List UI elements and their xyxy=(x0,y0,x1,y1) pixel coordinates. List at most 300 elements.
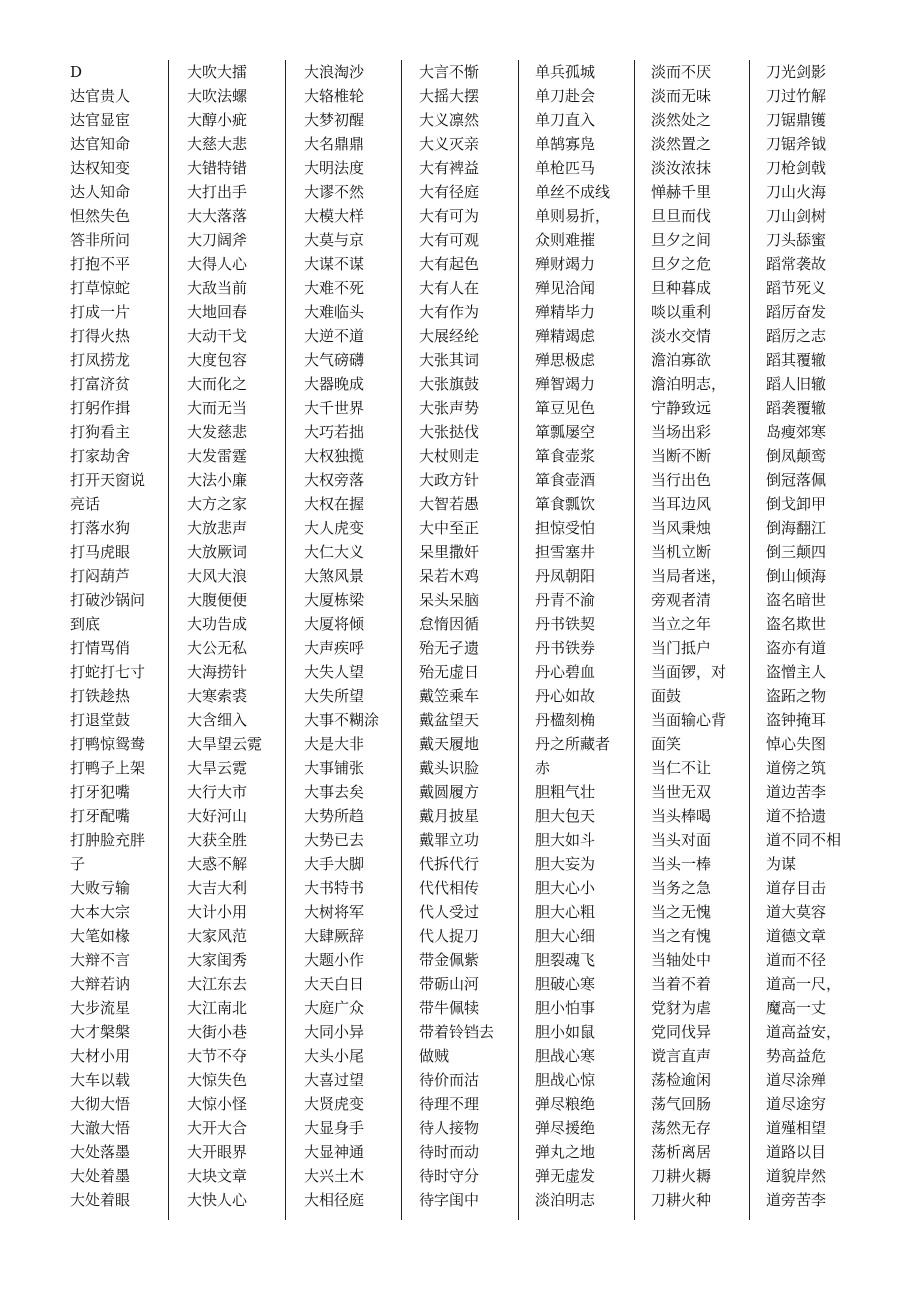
idiom-entry: 打得火热 xyxy=(70,327,131,345)
idiom-entry: 打富济贫 xyxy=(70,375,131,393)
idiom-entry: 大快人心 xyxy=(187,1191,248,1209)
idiom-entry: 弹丸之地 xyxy=(535,1143,596,1161)
idiom-entry: 大浪淘沙 xyxy=(304,63,365,81)
idiom-entry: 殚精竭虑 xyxy=(535,327,596,345)
idiom-entry: 担惊受怕 xyxy=(535,519,596,537)
idiom-entry: 魔高一丈 xyxy=(766,999,827,1017)
idiom-column-2 xyxy=(168,60,285,1220)
idiom-entry: 打草惊蛇 xyxy=(70,279,131,297)
idiom-entry: 道存目击 xyxy=(766,879,827,897)
idiom-entry: 打鸭惊鸳鸯 xyxy=(70,735,146,753)
idiom-entry: 胆战心寒 xyxy=(535,1047,596,1065)
idiom-entry: 宁静致远 xyxy=(651,399,712,417)
idiom-entry: 当之无愧 xyxy=(651,903,712,921)
idiom-entry: 代人受过 xyxy=(419,903,480,921)
idiom-entry: 众则难摧 xyxy=(535,231,596,249)
idiom-entry: 大材小用 xyxy=(70,1047,131,1065)
idiom-entry: 赤 xyxy=(535,759,551,777)
idiom-entry: 打破沙锅问 xyxy=(70,591,146,609)
idiom-entry: 旁观者清 xyxy=(651,591,712,609)
idiom-entry: 戴笠乘车 xyxy=(419,687,480,705)
idiom-entry: 刀耕火耨 xyxy=(651,1167,712,1185)
idiom-entry: 大有起色 xyxy=(419,255,480,273)
idiom-entry: 大事不糊涂 xyxy=(304,711,380,729)
idiom-entry: 大辩若讷 xyxy=(70,975,131,993)
idiom-entry: 大吹法螺 xyxy=(187,87,248,105)
idiom-entry: 大相径庭 xyxy=(304,1191,365,1209)
idiom-entry: 大旱云霓 xyxy=(187,759,248,777)
idiom-entry: 大张其词 xyxy=(419,351,480,369)
idiom-entry: 道德文章 xyxy=(766,927,827,945)
idiom-entry: 打开天窗说 xyxy=(70,471,146,489)
idiom-entry: 盗憎主人 xyxy=(766,663,827,681)
idiom-entry: 当世无双 xyxy=(651,783,712,801)
idiom-entry: 大张旗鼓 xyxy=(419,375,480,393)
idiom-column-3 xyxy=(285,60,401,1220)
idiom-entry: 胆小怕事 xyxy=(535,999,596,1017)
idiom-entry: 大显身手 xyxy=(304,1119,365,1137)
idiom-entry: 大难不死 xyxy=(304,279,365,297)
idiom-entry: 胆破心寒 xyxy=(535,975,596,993)
idiom-entry: 大义凛然 xyxy=(419,111,480,129)
idiom-entry: 大题小作 xyxy=(304,951,365,969)
idiom-entry: 大事铺张 xyxy=(304,759,365,777)
idiom-entry: 待人接物 xyxy=(419,1119,480,1137)
idiom-entry: 大放厥词 xyxy=(187,543,248,561)
idiom-entry: 大打出手 xyxy=(187,183,248,201)
idiom-entry: 单枪匹马 xyxy=(535,159,596,177)
idiom-entry: 为谋 xyxy=(766,855,797,873)
idiom-entry: 淡泊明志 xyxy=(535,1191,596,1209)
idiom-entry: 大同小异 xyxy=(304,1023,365,1041)
idiom-entry: 大千世界 xyxy=(304,399,365,417)
idiom-entry: 打抱不平 xyxy=(70,255,131,273)
idiom-entry: 大而无当 xyxy=(187,399,248,417)
idiom-entry: 胆大心小 xyxy=(535,879,596,897)
idiom-entry: 淡而无味 xyxy=(651,87,712,105)
idiom-entry: 呆若木鸡 xyxy=(419,567,480,585)
idiom-entry: 当耳边风 xyxy=(651,495,712,513)
idiom-entry: 刀锯鼎镬 xyxy=(766,111,827,129)
idiom-entry: 大风大浪 xyxy=(187,567,248,585)
idiom-entry: 殚财竭力 xyxy=(535,255,596,273)
idiom-entry: 大旱望云霓 xyxy=(187,735,263,753)
idiom-entry: 大慈大悲 xyxy=(187,135,248,153)
idiom-entry: 达官知命 xyxy=(70,135,131,153)
idiom-entry: 刀头舔蜜 xyxy=(766,231,827,249)
idiom-entry: 单则易折， xyxy=(535,207,611,225)
idiom-entry: 大梦初醒 xyxy=(304,111,365,129)
idiom-entry: 刀枪剑戟 xyxy=(766,159,827,177)
idiom-entry: 倒山倾海 xyxy=(766,567,827,585)
idiom-entry: 大处着眼 xyxy=(70,1191,131,1209)
idiom-entry: 大逆不道 xyxy=(304,327,365,345)
idiom-entry: 代拆代行 xyxy=(419,855,480,873)
idiom-entry: 党同伐异 xyxy=(651,1023,712,1041)
idiom-entry: 大权旁落 xyxy=(304,471,365,489)
idiom-entry: 大权在握 xyxy=(304,495,365,513)
idiom-entry: 倒海翻江 xyxy=(766,519,827,537)
idiom-entry: 带金佩紫 xyxy=(419,951,480,969)
idiom-entry: 大贤虎变 xyxy=(304,1095,365,1113)
idiom-entry: 倒三颠四 xyxy=(766,543,827,561)
idiom-entry: 盗名欺世 xyxy=(766,615,827,633)
idiom-entry: 丹心如故 xyxy=(535,687,596,705)
idiom-entry: 戴罪立功 xyxy=(419,831,480,849)
idiom-entry: 大才槃槃 xyxy=(70,1023,131,1041)
idiom-entry: 殆无孑遗 xyxy=(419,639,480,657)
idiom-entry: 刀山火海 xyxy=(766,183,827,201)
idiom-entry: 胆战心惊 xyxy=(535,1071,596,1089)
idiom-entry: 刀耕火种 xyxy=(651,1191,712,1209)
idiom-entry: 淡而不厌 xyxy=(651,63,712,81)
idiom-entry: 大显神通 xyxy=(304,1143,365,1161)
idiom-entry: 大发雷霆 xyxy=(187,447,248,465)
idiom-entry: 当务之急 xyxy=(651,879,712,897)
idiom-entry: 丹之所藏者 xyxy=(535,735,611,753)
idiom-entry: 大江南北 xyxy=(187,999,248,1017)
idiom-entry: 荡析离居 xyxy=(651,1143,712,1161)
idiom-entry: 倒戈卸甲 xyxy=(766,495,827,513)
idiom-entry: 大声疾呼 xyxy=(304,639,365,657)
idiom-entry: 单刀直入 xyxy=(535,111,596,129)
idiom-entry: 大方之家 xyxy=(187,495,248,513)
idiom-entry: 大摇大摆 xyxy=(419,87,480,105)
idiom-entry: 大煞风景 xyxy=(304,567,365,585)
idiom-entry: 达权知变 xyxy=(70,159,131,177)
idiom-entry: 大书特书 xyxy=(304,879,365,897)
idiom-entry: 当着不着 xyxy=(651,975,712,993)
idiom-entry: 大彻大悟 xyxy=(70,1095,131,1113)
idiom-entry: 箪豆见色 xyxy=(535,399,596,417)
idiom-entry: 单鹄寡凫 xyxy=(535,135,596,153)
idiom-entry: 大街小巷 xyxy=(187,1023,248,1041)
idiom-entry: 大厦栋梁 xyxy=(304,591,365,609)
idiom-entry: 打牙配嘴 xyxy=(70,807,131,825)
idiom-entry: 胆大心粗 xyxy=(535,903,596,921)
idiom-entry: 箪食瓢饮 xyxy=(535,495,596,513)
idiom-entry: 淡水交情 xyxy=(651,327,712,345)
idiom-entry: 大庭广众 xyxy=(304,999,365,1017)
idiom-entry: 殆无虚日 xyxy=(419,663,480,681)
idiom-entry: 旦夕之危 xyxy=(651,255,712,273)
idiom-entry: 大发慈悲 xyxy=(187,423,248,441)
idiom-entry: 道大莫容 xyxy=(766,903,827,921)
idiom-entry: 大大落落 xyxy=(187,207,248,225)
idiom-entry: 弹尽援绝 xyxy=(535,1119,596,1137)
idiom-entry: 胆裂魂飞 xyxy=(535,951,596,969)
idiom-entry: 盗跖之物 xyxy=(766,687,827,705)
idiom-entry: 刀锯斧钺 xyxy=(766,135,827,153)
idiom-entry: 当机立断 xyxy=(651,543,712,561)
idiom-entry: 道不拾遗 xyxy=(766,807,827,825)
idiom-entry: 大兴土木 xyxy=(304,1167,365,1185)
idiom-entry: 当局者迷， xyxy=(651,567,727,585)
idiom-entry: 当面输心背 xyxy=(651,711,727,729)
idiom-entry: 荡检逾闲 xyxy=(651,1071,712,1089)
idiom-entry: 大名鼎鼎 xyxy=(304,135,365,153)
idiom-entry: 打凤捞龙 xyxy=(70,351,131,369)
idiom-entry: 大头小尾 xyxy=(304,1047,365,1065)
idiom-entry: 大谬不然 xyxy=(304,183,365,201)
idiom-entry: 大失所望 xyxy=(304,687,365,705)
idiom-entry: 大吹大擂 xyxy=(187,63,248,81)
idiom-entry: 大放悲声 xyxy=(187,519,248,537)
idiom-entry: 道尽涂殚 xyxy=(766,1071,827,1089)
idiom-entry: 亮话 xyxy=(70,495,101,513)
idiom-entry: 大有可观 xyxy=(419,231,480,249)
idiom-entry: 蹈厉之志 xyxy=(766,327,827,345)
idiom-entry: 当头棒喝 xyxy=(651,807,712,825)
idiom-entry: 大开大合 xyxy=(187,1119,248,1137)
idiom-entry: 大义灭亲 xyxy=(419,135,480,153)
idiom-entry: 当断不断 xyxy=(651,447,712,465)
idiom-entry: 大杖则走 xyxy=(419,447,480,465)
idiom-entry: 打闷葫芦 xyxy=(70,567,131,585)
idiom-entry: 当之有愧 xyxy=(651,927,712,945)
idiom-entry: 打躬作揖 xyxy=(70,399,131,417)
idiom-entry: 刀过竹解 xyxy=(766,87,827,105)
idiom-entry: 打退堂鼓 xyxy=(70,711,131,729)
idiom-entry: 大澈大悟 xyxy=(70,1119,131,1137)
idiom-entry: 大事去矣 xyxy=(304,783,365,801)
idiom-entry: 箪瓢屡空 xyxy=(535,423,596,441)
idiom-entry: 大行大市 xyxy=(187,783,248,801)
idiom-entry: 带着铃铛去 xyxy=(419,1023,495,1041)
idiom-entry: 大展经纶 xyxy=(419,327,480,345)
idiom-entry: 当风秉烛 xyxy=(651,519,712,537)
idiom-entry: 大巧若拙 xyxy=(304,423,365,441)
idiom-entry: 戴月披星 xyxy=(419,807,480,825)
idiom-entry: 带牛佩犊 xyxy=(419,999,480,1017)
idiom-entry: 大惊小怪 xyxy=(187,1095,248,1113)
idiom-entry: 大处落墨 xyxy=(70,1143,131,1161)
idiom-entry: 刀光剑影 xyxy=(766,63,827,81)
idiom-entry: 大获全胜 xyxy=(187,831,248,849)
idiom-entry: 大块文章 xyxy=(187,1167,248,1185)
idiom-entry: 大器晚成 xyxy=(304,375,365,393)
idiom-entry: 蹈袭覆辙 xyxy=(766,399,827,417)
idiom-entry: 大有人在 xyxy=(419,279,480,297)
idiom-entry: 打铁趁热 xyxy=(70,687,131,705)
idiom-entry: 打落水狗 xyxy=(70,519,131,537)
idiom-entry: 单刀赴会 xyxy=(535,87,596,105)
idiom-column-1 xyxy=(70,60,168,1220)
idiom-entry: 大人虎变 xyxy=(304,519,365,537)
idiom-entry: 当立之年 xyxy=(651,615,712,633)
idiom-entry: 大模大样 xyxy=(304,207,365,225)
idiom-entry: 淡然处之 xyxy=(651,111,712,129)
idiom-entry: 打家劫舍 xyxy=(70,447,131,465)
idiom-entry: 大势所趋 xyxy=(304,807,365,825)
idiom-entry: 蹈人旧辙 xyxy=(766,375,827,393)
idiom-entry: 大家闺秀 xyxy=(187,951,248,969)
idiom-entry: 澹泊寡欲 xyxy=(651,351,712,369)
idiom-entry: 怠惰因循 xyxy=(419,615,480,633)
idiom-entry: 道高益安， xyxy=(766,1023,842,1041)
idiom-entry: 大江东去 xyxy=(187,975,248,993)
idiom-entry: 旦种暮成 xyxy=(651,279,712,297)
idiom-entry: 大失人望 xyxy=(304,663,365,681)
idiom-entry: 达官贵人 xyxy=(70,87,131,105)
idiom-entry: 大腹便便 xyxy=(187,591,248,609)
idiom-entry: 大刀阔斧 xyxy=(187,231,248,249)
idiom-entry: 大有裨益 xyxy=(419,159,480,177)
idiom-entry: 大张声势 xyxy=(419,399,480,417)
idiom-entry: 打蛇打七寸 xyxy=(70,663,146,681)
idiom-entry: 大地回春 xyxy=(187,303,248,321)
idiom-entry: 道尽途穷 xyxy=(766,1095,827,1113)
idiom-entry: 大败亏输 xyxy=(70,879,131,897)
idiom-entry: 弹无虚发 xyxy=(535,1167,596,1185)
idiom-entry: 大步流星 xyxy=(70,999,131,1017)
idiom-entry: 大是大非 xyxy=(304,735,365,753)
idiom-entry: 丹书铁契 xyxy=(535,615,596,633)
idiom-entry: 淡汝浓抹 xyxy=(651,159,712,177)
idiom-entry: 胆大心细 xyxy=(535,927,596,945)
idiom-entry: 盗名暗世 xyxy=(766,591,827,609)
idiom-entry: 大中至正 xyxy=(419,519,480,537)
idiom-entry: 待价而沽 xyxy=(419,1071,480,1089)
idiom-entry: 大仁大义 xyxy=(304,543,365,561)
idiom-entry: 道貌岸然 xyxy=(766,1167,827,1185)
idiom-entry: 大谋不谋 xyxy=(304,255,365,273)
idiom-entry: 当头对面 xyxy=(651,831,712,849)
idiom-entry: 当场出彩 xyxy=(651,423,712,441)
idiom-entry: 大气磅礴 xyxy=(304,351,365,369)
idiom-entry: 道而不径 xyxy=(766,951,827,969)
idiom-entry: 势高益危 xyxy=(766,1047,827,1065)
idiom-entry: 当行出色 xyxy=(651,471,712,489)
idiom-entry: 大莫与京 xyxy=(304,231,365,249)
idiom-entry: 大醇小疵 xyxy=(187,111,248,129)
idiom-entry: 大有作为 xyxy=(419,303,480,321)
idiom-entry: 待时守分 xyxy=(419,1167,480,1185)
idiom-entry: 胆大如斗 xyxy=(535,831,596,849)
idiom-entry: 面笑 xyxy=(651,735,682,753)
idiom-entry: 蹈节死义 xyxy=(766,279,827,297)
idiom-entry: 丹书铁券 xyxy=(535,639,596,657)
idiom-entry: 大惊失色 xyxy=(187,1071,248,1089)
idiom-entry: 谠言直声 xyxy=(651,1047,712,1065)
idiom-entry: 戴天履地 xyxy=(419,735,480,753)
idiom-entry: 丹凤朝阳 xyxy=(535,567,596,585)
idiom-entry: 啖以重利 xyxy=(651,303,712,321)
idiom-entry: 大法小廉 xyxy=(187,471,248,489)
idiom-entry: 呆头呆脑 xyxy=(419,591,480,609)
idiom-entry: 大肆厥辞 xyxy=(304,927,365,945)
idiom-entry: 到底 xyxy=(70,615,101,633)
idiom-entry: 澹泊明志， xyxy=(651,375,727,393)
idiom-entry: 当头一棒 xyxy=(651,855,712,873)
idiom-entry: 大公无私 xyxy=(187,639,248,657)
idiom-entry: 大有可为 xyxy=(419,207,480,225)
idiom-entry: 蹈厉奋发 xyxy=(766,303,827,321)
idiom-entry: 大车以载 xyxy=(70,1071,131,1089)
idiom-entry: 丹楹刻桷 xyxy=(535,711,596,729)
idiom-entry: 道旁苦李 xyxy=(766,1191,827,1209)
idiom-entry: 大势已去 xyxy=(304,831,365,849)
idiom-entry: 大开眼界 xyxy=(187,1143,248,1161)
idiom-entry: 大度包容 xyxy=(187,351,248,369)
idiom-entry: 大言不惭 xyxy=(419,63,480,81)
idiom-entry: 箪食壶酒 xyxy=(535,471,596,489)
idiom-entry: 大政方针 xyxy=(419,471,480,489)
idiom-entry: 打牙犯嘴 xyxy=(70,783,131,801)
idiom-entry: 胆小如鼠 xyxy=(535,1023,596,1041)
idiom-entry: 大树将军 xyxy=(304,903,365,921)
idiom-entry: 丹青不渝 xyxy=(535,591,596,609)
idiom-entry: 怛然失色 xyxy=(70,207,131,225)
idiom-entry: 大而化之 xyxy=(187,375,248,393)
idiom-entry: 胆大妄为 xyxy=(535,855,596,873)
idiom-entry: 大海捞针 xyxy=(187,663,248,681)
idiom-entry: 刀山剑树 xyxy=(766,207,827,225)
idiom-entry: 大明法度 xyxy=(304,159,365,177)
idiom-entry: 大喜过望 xyxy=(304,1071,365,1089)
idiom-entry: 大有径庭 xyxy=(419,183,480,201)
idiom-entry: 大本大宗 xyxy=(70,903,131,921)
idiom-entry: 子 xyxy=(70,855,86,873)
idiom-column-7 xyxy=(749,60,869,1220)
idiom-entry: 大辂椎轮 xyxy=(304,87,365,105)
idiom-entry: 丹心碧血 xyxy=(535,663,596,681)
idiom-entry: 待时而动 xyxy=(419,1143,480,1161)
idiom-entry: 大含细入 xyxy=(187,711,248,729)
idiom-entry: 道路以目 xyxy=(766,1143,827,1161)
idiom-entry: 道边苦李 xyxy=(766,783,827,801)
idiom-entry: 大吉大利 xyxy=(187,879,248,897)
idiom-entry: 殚思极虑 xyxy=(535,351,596,369)
idiom-entry: 代代相传 xyxy=(419,879,480,897)
idiom-entry: 单丝不成线 xyxy=(535,183,611,201)
idiom-entry: 殚精毕力 xyxy=(535,303,596,321)
idiom-entry: 胆粗气壮 xyxy=(535,783,596,801)
idiom-entry: 当面锣，对 xyxy=(651,663,727,681)
idiom-entry: 道不同不相 xyxy=(766,831,842,849)
idiom-entry: 大权独揽 xyxy=(304,447,365,465)
idiom-entry: 胆大包天 xyxy=(535,807,596,825)
idiom-entry: 蹈其覆辙 xyxy=(766,351,827,369)
idiom-entry: 面鼓 xyxy=(651,687,682,705)
idiom-entry: 大动干戈 xyxy=(187,327,248,345)
idiom-entry: 岛瘦郊寒 xyxy=(766,423,827,441)
idiom-column-4 xyxy=(401,60,518,1220)
idiom-entry: 大计小用 xyxy=(187,903,248,921)
idiom-entry: 大惑不解 xyxy=(187,855,248,873)
idiom-entry: 打马虎眼 xyxy=(70,543,131,561)
idiom-entry: 单兵孤城 xyxy=(535,63,596,81)
idiom-entry: 戴头识脸 xyxy=(419,759,480,777)
idiom-entry: 大节不夺 xyxy=(187,1047,248,1065)
idiom-entry: 打成一片 xyxy=(70,303,131,321)
idiom-entry: 悼心失图 xyxy=(766,735,827,753)
idiom-entry: 道高一尺， xyxy=(766,975,842,993)
idiom-entry: 代人捉刀 xyxy=(419,927,480,945)
idiom-entry: 大智若愚 xyxy=(419,495,480,513)
idiom-entry: 当仁不让 xyxy=(651,759,712,777)
idiom-entry: 带砺山河 xyxy=(419,975,480,993)
idiom-entry: 大厦将倾 xyxy=(304,615,365,633)
idiom-entry: 大敌当前 xyxy=(187,279,248,297)
idiom-entry: 大笔如椽 xyxy=(70,927,131,945)
idiom-entry: 大得人心 xyxy=(187,255,248,273)
idiom-entry: 箪食壶浆 xyxy=(535,447,596,465)
idiom-entry: 待字闺中 xyxy=(419,1191,480,1209)
idiom-entry: 打狗看主 xyxy=(70,423,131,441)
idiom-entry: 戴圆履方 xyxy=(419,783,480,801)
idiom-entry: 倒凤颠鸾 xyxy=(766,447,827,465)
